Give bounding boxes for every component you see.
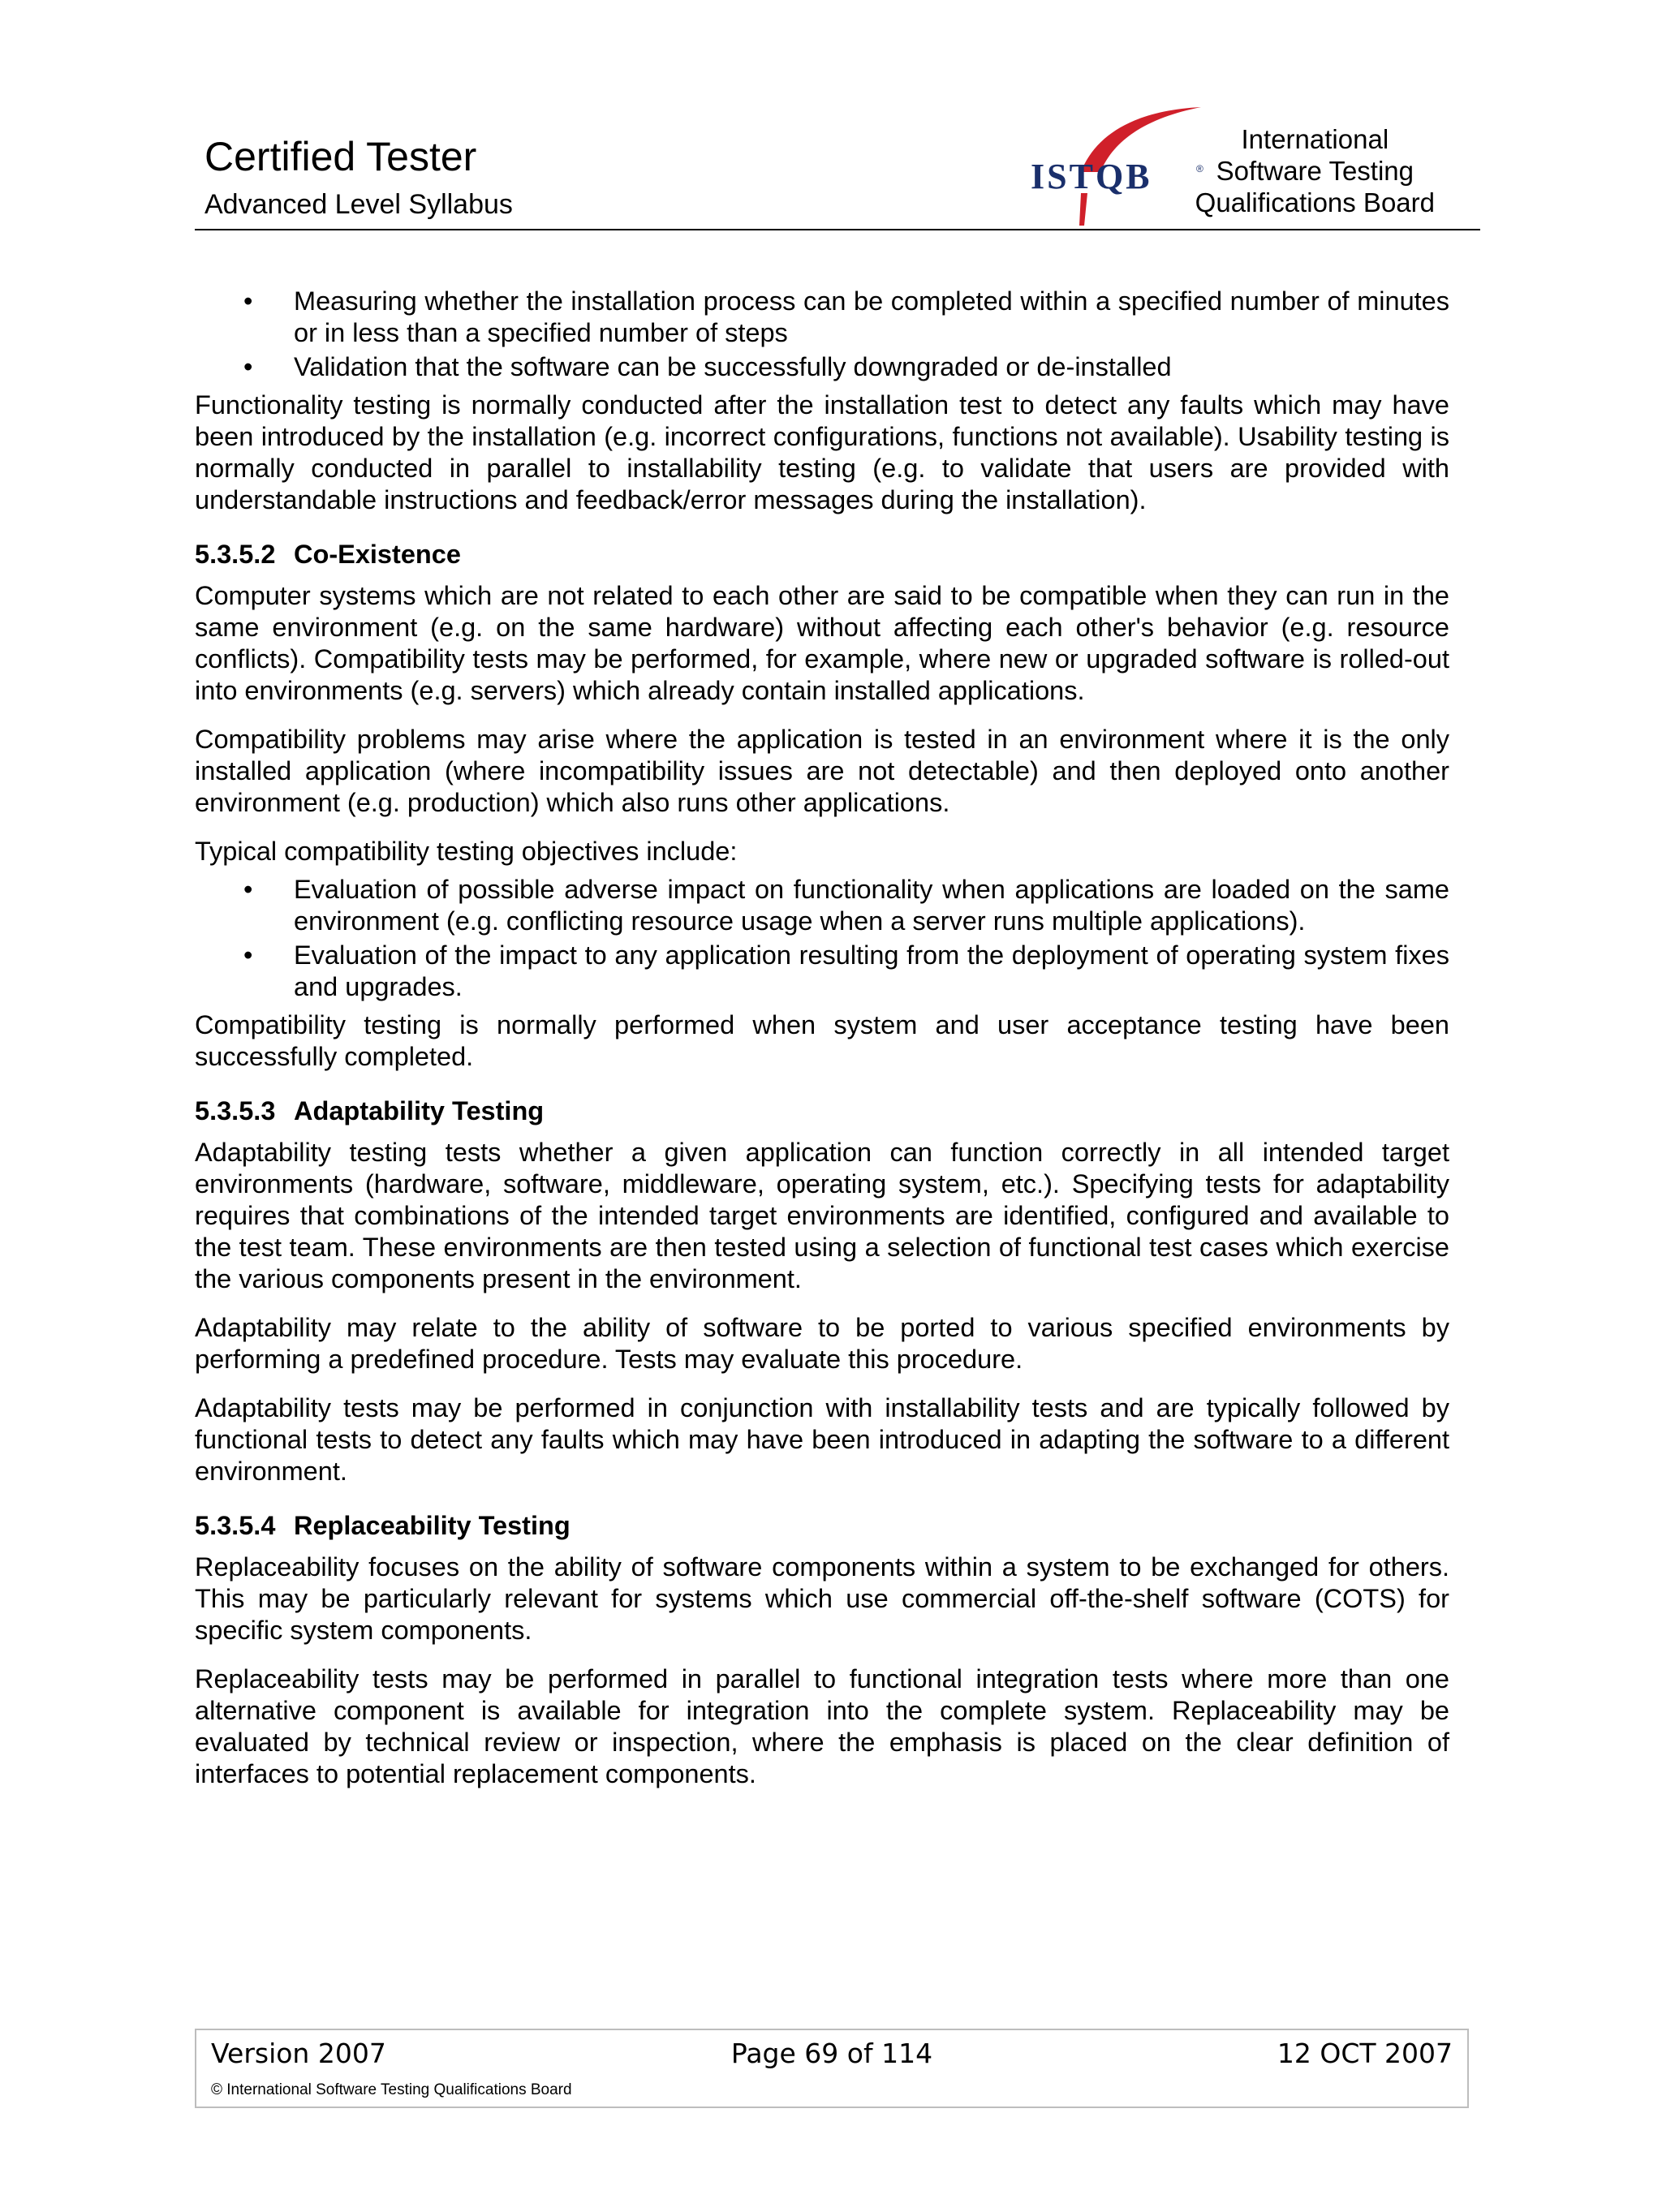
bullet-list-installation — [195, 286, 1449, 383]
paragraph: Adaptability testing tests whether a given application can function correctly in all intended target environments (hardware, software, middleware, operating system, etc.). Specifying tests for adaptability requires that combinations of the intended target environments are identified, configured and available to the test team. These environments are then tested using a selection of functional test cases which exercise the various components present in the environment. — [195, 1138, 1449, 1293]
list-item — [243, 286, 1449, 349]
org-line-2: Software Testing — [1216, 156, 1414, 186]
footer-date: 12 OCT 2007 — [1277, 2038, 1453, 2069]
footer-page-number: Page 69 of 114 — [730, 2038, 933, 2069]
header-divider — [195, 229, 1480, 230]
organization-name — [1195, 123, 1435, 218]
section-title: Co-Existence — [294, 540, 461, 569]
document-title: Certified Tester — [205, 134, 477, 179]
paragraph: Compatibility testing is normally performed when system and user acceptance testing have been successfully completed. — [195, 1010, 1449, 1071]
list-item-text: Evaluation of the impact to any application resulting from the deployment of operating system fixes and upgrades. — [294, 940, 1449, 1001]
paragraph: Compatibility problems may arise where the application is tested in an environment where it is the only installed application (where incompatibility issues are not detectable) and then deployed onto another environment (e.g. production) which also runs other applications. — [195, 725, 1449, 817]
logo-registered-icon: ® — [1196, 163, 1203, 174]
document-body — [195, 286, 1449, 1807]
list-item — [243, 940, 1449, 1003]
paragraph: Replaceability focuses on the ability of software components within a system to be exchanged for others. This may be particularly relevant for systems which use commercial off-the-shelf software (COTS) for specific system components. — [195, 1552, 1449, 1645]
page-header — [195, 122, 1480, 230]
list-item-text: Measuring whether the installation process can be completed within a specified number of minutes or in less than a specified number of steps — [294, 286, 1449, 347]
org-line-1: International — [1241, 124, 1389, 154]
paragraph: Typical compatibility testing objectives include: — [195, 837, 738, 866]
bullet-icon: • — [243, 352, 253, 381]
section-title: Replaceability Testing — [294, 1511, 571, 1540]
list-item-text: Evaluation of possible adverse impact on functionality when applications are loaded on the same environment (e.g. conflicting resource usage when a server runs multiple applications). — [294, 875, 1449, 936]
paragraph: Adaptability may relate to the ability of software to be ported to various specified environments by performing a predefined procedure. Tests may evaluate this procedure. — [195, 1313, 1449, 1374]
footer-copyright: © International Software Testing Qualifications Board — [211, 2081, 572, 2098]
section-heading-replaceability — [195, 1510, 1449, 1542]
page-footer — [195, 2029, 1469, 2108]
bullet-icon: • — [243, 940, 253, 970]
logo-text: ISTQB — [1031, 157, 1152, 196]
paragraph: Adaptability tests may be performed in conjunction with installability tests and are typically followed by functional tests to detect any faults which may have been introduced in adapting the software to a different environment. — [195, 1393, 1449, 1486]
section-heading-adaptability — [195, 1095, 1449, 1127]
section-number: 5.3.5.2 — [195, 540, 276, 569]
bullet-icon: • — [243, 875, 253, 904]
section-number: 5.3.5.3 — [195, 1096, 276, 1125]
section-title: Adaptability Testing — [294, 1096, 545, 1125]
bullet-list-compatibility — [195, 874, 1449, 1003]
section-number: 5.3.5.4 — [195, 1511, 276, 1540]
paragraph: Functionality testing is normally conducted after the installation test to detect any faults which may have been introduced by the installation (e.g. incorrect configurations, functions not available). Usability testing is normally conducted in parallel to installability testing (e.g. to validate that users are provided with understandable instructions and feedback/error messages during the installation). — [195, 390, 1449, 514]
bullet-icon: • — [243, 286, 253, 316]
paragraph: Replaceability tests may be performed in parallel to functional integration tests where more than one alternative component is available for integration into the complete system. Replaceability may be evaluated by technical review or inspection, where the emphasis is placed on the clear definition of interfaces to potential replacement components. — [195, 1664, 1449, 1788]
footer-row — [211, 2037, 1453, 2072]
logo-tail-icon — [1079, 193, 1087, 226]
document-subtitle: Advanced Level Syllabus — [205, 189, 513, 220]
section-heading-co-existence — [195, 539, 1449, 570]
list-item-text: Validation that the software can be successfully downgraded or de-installed — [294, 352, 1172, 381]
org-line-3: Qualifications Board — [1195, 187, 1435, 217]
istqb-logo — [1031, 102, 1209, 232]
footer-version: Version 2007 — [211, 2038, 386, 2069]
paragraph: Computer systems which are not related to each other are said to be compatible when they can run in the same environment (e.g. on the same hardware) without affecting each other's behavior (e.g. resource conflicts). Compatibility tests may be performed, for example, where new or upgraded software is rolled-out into environments (e.g. servers) which already contain installed applications. — [195, 581, 1449, 705]
list-item — [243, 874, 1449, 937]
list-item — [243, 351, 1449, 383]
